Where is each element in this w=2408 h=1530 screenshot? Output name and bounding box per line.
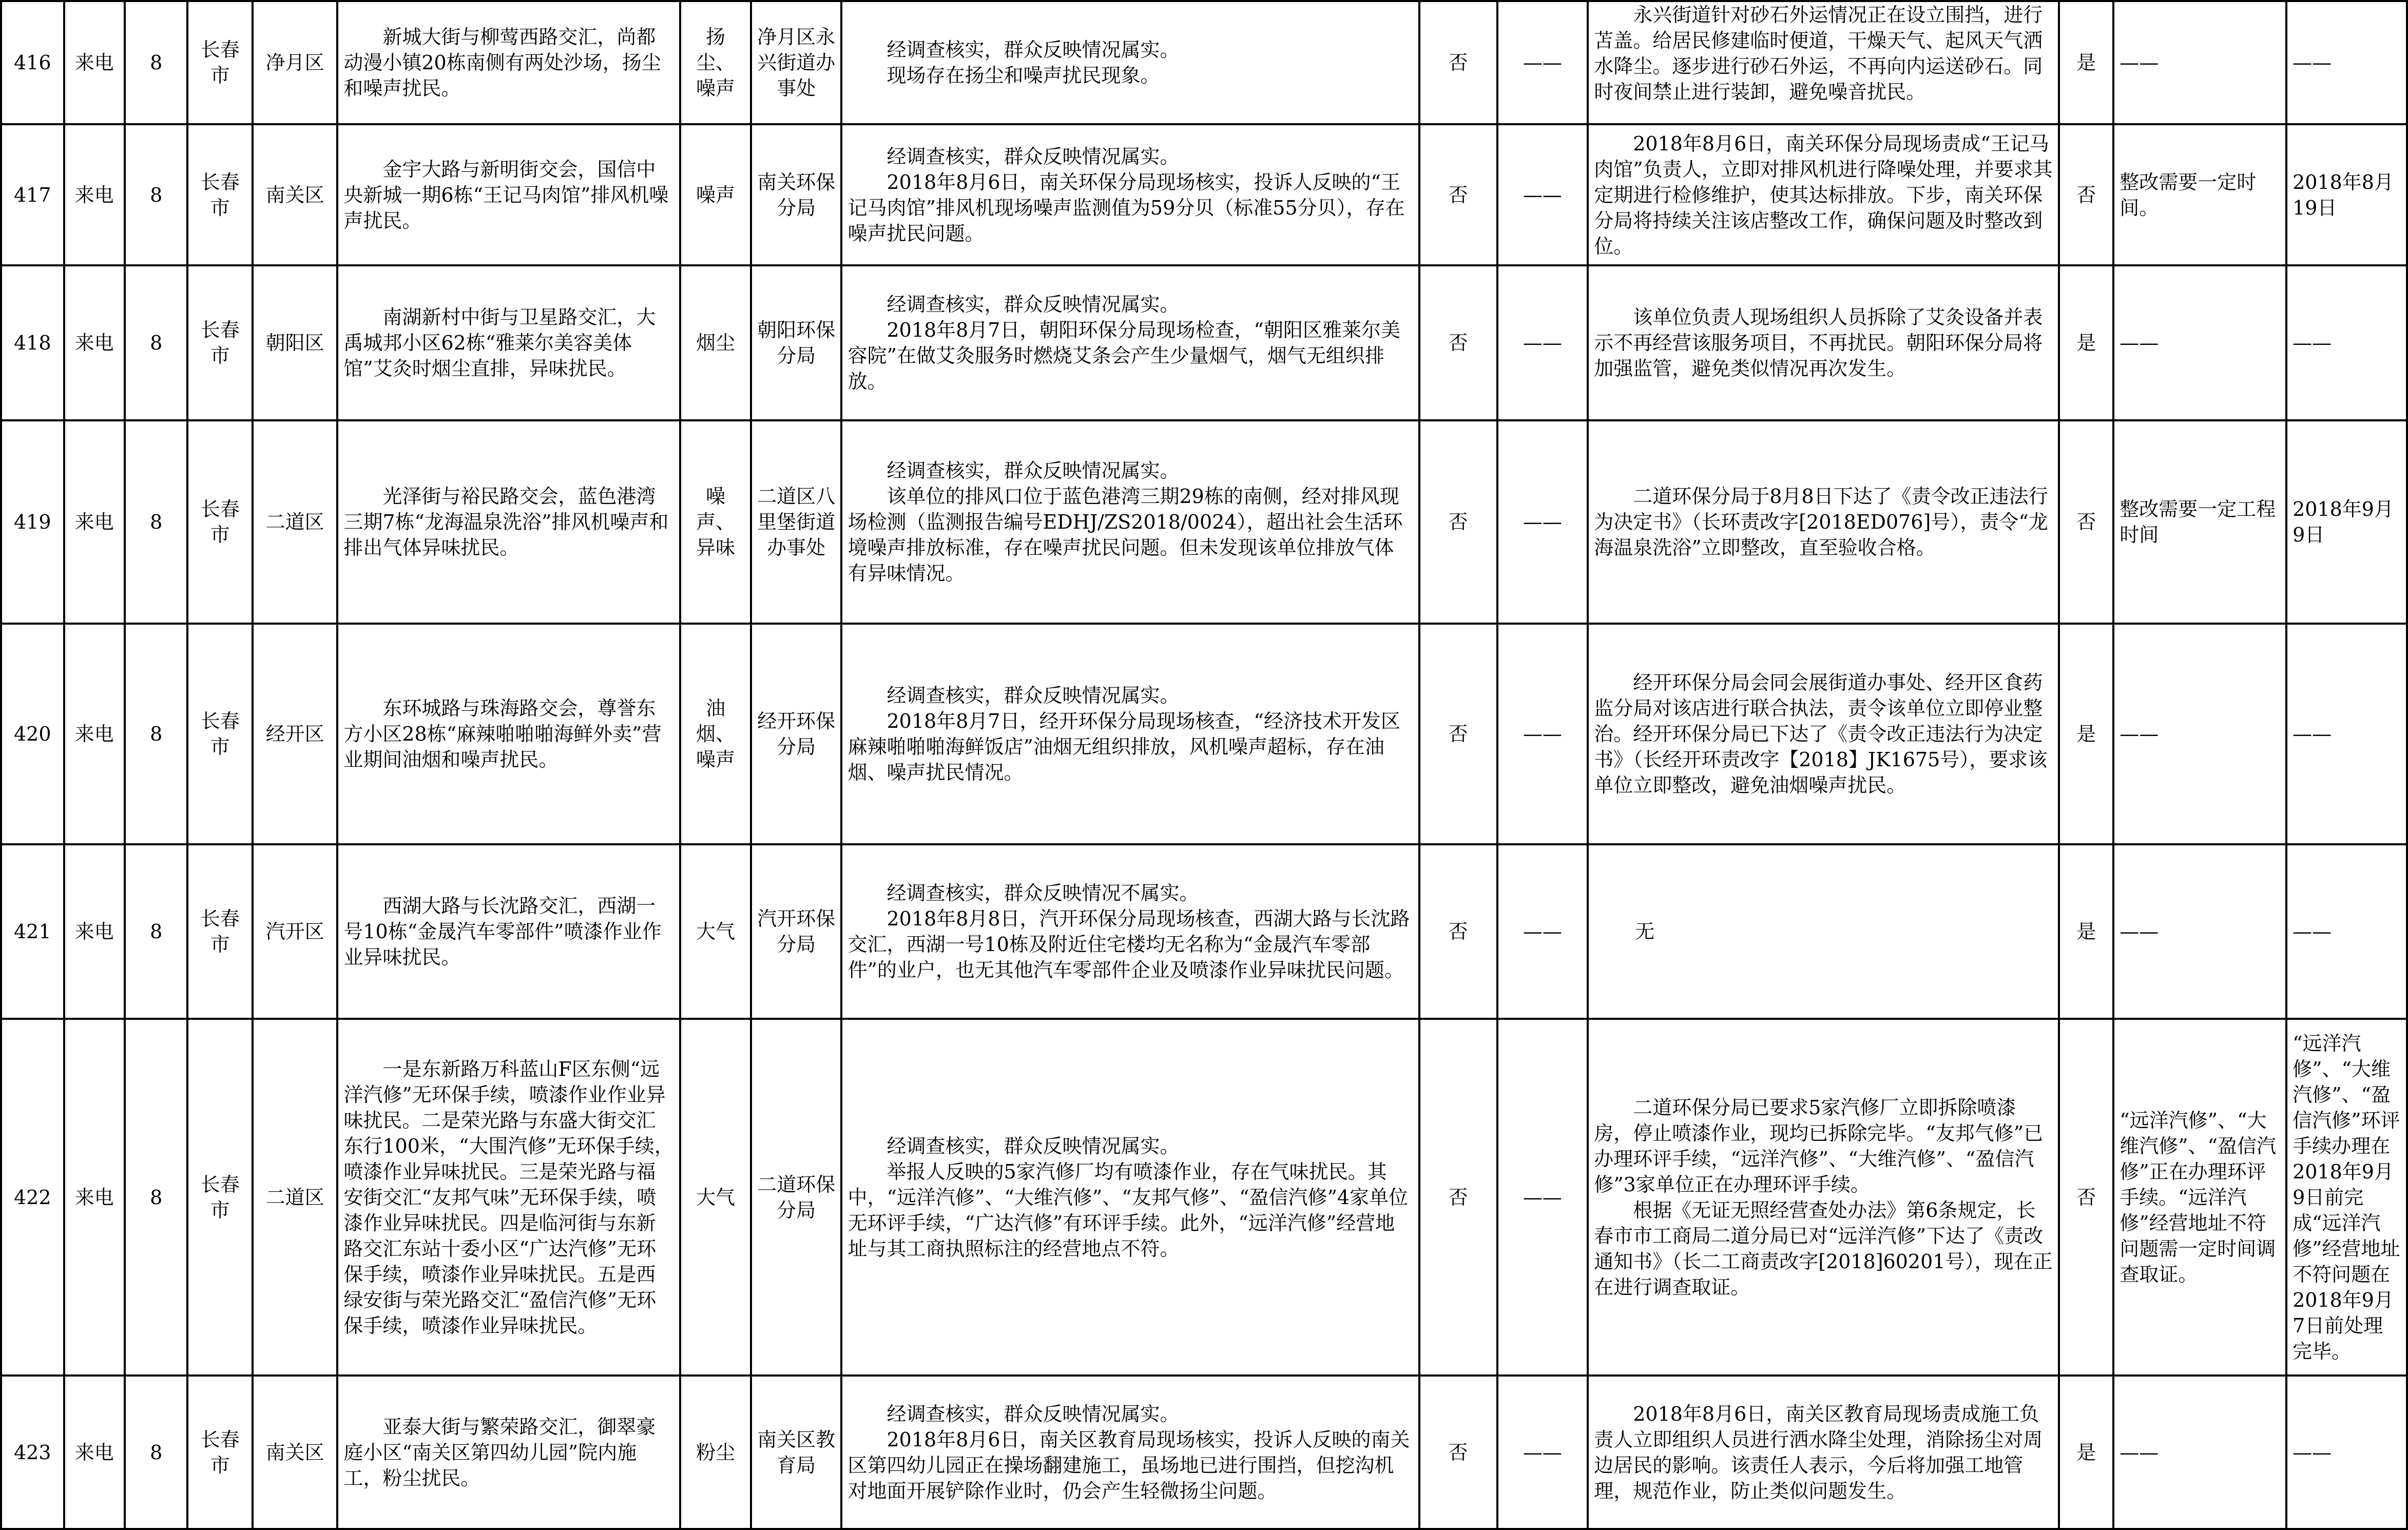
table-row — [1, 844, 2407, 1019]
complaint-cell — [337, 124, 680, 265]
accountability-text: —— — [1523, 51, 1562, 74]
pollution-type-text: 大气 — [696, 920, 735, 943]
accountable-cell — [1419, 624, 1497, 844]
deadline-text: 2018年8月19日 — [2293, 170, 2394, 219]
completed-text: 是 — [2076, 51, 2096, 74]
batch-cell — [125, 624, 188, 844]
accountability-cell — [1497, 265, 1588, 420]
accountability-cell — [1497, 420, 1588, 624]
complaint-text: 南湖新村中街与卫星路交汇，大禹城邦小区62栋“雅莱尔美容美体馆”艾灸时烟尘直排，异味扰民。 — [343, 306, 656, 380]
deadline-text: —— — [2293, 1441, 2332, 1464]
source-cell — [64, 1, 125, 124]
rectification-cell — [1588, 624, 2059, 844]
rectification-cell — [1588, 1, 2059, 124]
district-cell — [253, 844, 337, 1019]
batch-text: 8 — [150, 511, 163, 533]
deadline-text: —— — [2293, 51, 2332, 74]
accountable-text: 否 — [1448, 920, 1468, 943]
rectification-cell — [1588, 1019, 2059, 1376]
findings-paragraph: 现场存在扬尘和噪声扰民现象。 — [887, 64, 1160, 87]
department-text: 二道环保分局 — [757, 1173, 836, 1222]
department-cell — [751, 624, 842, 844]
completed-cell — [2059, 1, 2113, 124]
row-number-text: 421 — [13, 920, 51, 943]
row-number-text: 420 — [13, 723, 51, 745]
findings-cell — [841, 420, 1419, 624]
accountability-text: —— — [1523, 332, 1562, 354]
complaint-text: 光泽街与裕民路交会，蓝色港湾三期7栋“龙海温泉洗浴”排风机噪声和排出气体异味扰民。 — [343, 485, 669, 559]
complaint-cell — [337, 1376, 680, 1529]
findings-paragraph: 2018年8月6日，南关环保分局现场核实，投诉人反映的“王记马肉馆”排风机现场噪声监测值为59分贝（标准55分贝），存在噪声扰民问题。 — [847, 170, 1405, 245]
deadline-cell — [2286, 1019, 2407, 1376]
reason-cell — [2113, 124, 2286, 265]
pollution-type-cell — [680, 1019, 751, 1376]
findings-paragraph: 举报人反映的5家汽修厂均有喷漆作业，存在气味扰民。其中，“远洋汽修”、“大维汽修”、“友邦气修”、“盈信汽修”4家单位无环评手续，“广达汽修”有环评手续。此外，“远洋汽修”经营地址与其工商执照标注的经营地点不符。 — [847, 1160, 1409, 1260]
findings-paragraph: 经调查核实，群众反映情况属实。 — [887, 1402, 1180, 1425]
district-cell — [253, 265, 337, 420]
pollution-type-cell — [680, 1376, 751, 1529]
reason-cell — [2113, 265, 2286, 420]
reason-cell — [2113, 1, 2286, 124]
department-text: 汽开环保分局 — [757, 907, 836, 956]
source-text: 来电 — [74, 511, 114, 533]
complaint-text: 西湖大路与长沈路交汇，西湖一号10栋“金晟汽车零部件”喷漆作业作业异味扰民。 — [343, 895, 662, 969]
rectification-paragraph: 根据《无证无照经营查处办法》第6条规定，长春市市工商局二道分局已对“远洋汽修”下达了《责改通知书》（长二工商责改字[2018]60201号），现在正在进行调查取证。 — [1594, 1198, 2053, 1299]
department-cell — [751, 1019, 842, 1376]
rectification-paragraph: 二道环保分局于8月8日下达了《责令改正违法行为决定书》（长环责改字[2018ED076]号），责令“龙海温泉洗浴”立即整改，直至验收合格。 — [1594, 485, 2048, 559]
table-row — [1, 624, 2407, 844]
batch-text: 8 — [150, 723, 163, 745]
city-cell — [187, 1, 253, 124]
district-cell — [253, 1, 337, 124]
district-cell — [253, 624, 337, 844]
completed-cell — [2059, 624, 2113, 844]
reason-text: 整改需要一定工程时间 — [2120, 498, 2276, 546]
reason-cell — [2113, 624, 2286, 844]
city-cell — [187, 420, 253, 624]
batch-cell — [125, 1019, 188, 1376]
row-number-cell — [1, 1, 64, 124]
pollution-type-text: 噪声 — [696, 183, 735, 206]
source-text: 来电 — [74, 1186, 114, 1209]
findings-paragraph: 经调查核实，群众反映情况属实。 — [887, 459, 1180, 482]
city-text: 长春市 — [200, 907, 240, 956]
source-cell — [64, 124, 125, 265]
deadline-cell — [2286, 1, 2407, 124]
findings-paragraph: 经调查核实，群众反映情况属实。 — [887, 684, 1180, 707]
district-text: 南关区 — [265, 1441, 324, 1464]
rectification-paragraph: 该单位负责人现场组织人员拆除了艾灸设备并表示不再经营该服务项目，不再扰民。朝阳环保分局将加强监管，避免类似情况再次发生。 — [1594, 306, 2043, 380]
completed-cell — [2059, 420, 2113, 624]
completed-cell — [2059, 1376, 2113, 1529]
source-text: 来电 — [74, 51, 114, 74]
completed-text: 是 — [2076, 332, 2096, 354]
source-cell — [64, 420, 125, 624]
rectification-cell — [1588, 124, 2059, 265]
rectification-paragraph: 无 — [1635, 920, 1655, 943]
deadline-text: —— — [2293, 723, 2332, 745]
row-number-cell — [1, 1019, 64, 1376]
accountability-cell — [1497, 124, 1588, 265]
accountable-cell — [1419, 1, 1497, 124]
complaint-text: 一是东新路万科蓝山F区东侧“远洋汽修”无环保手续，喷漆作业作业异味扰民。二是荣光路与东盛大街交汇东行100米，“大围汽修”无环保手续，喷漆作业异味扰民。三是荣光路与福安街交汇“友邦气味”无环保手续，喷漆作业异味扰民。四是临河街与东新路交汇东站十委小区“广达汽修”无环保手续，喷漆作业异味扰民。五是西绿安街与荣光路交汇“盈信汽修”无环保手续，喷漆作业异味扰民。 — [343, 1057, 674, 1337]
department-text: 净月区永兴街道办事处 — [757, 26, 836, 100]
completed-text: 否 — [2076, 183, 2096, 206]
batch-cell — [125, 420, 188, 624]
findings-paragraph: 经调查核实，群众反映情况属实。 — [887, 38, 1180, 61]
rectification-paragraph: 永兴街道针对砂石外运情况正在设立围挡，进行苫盖。给居民修建临时便道，干燥天气、起风天气洒水降尘。逐步进行砂石外运，不再向内运送砂石。同时夜间禁止进行装卸，避免噪音扰民。 — [1594, 4, 2043, 103]
department-cell — [751, 1376, 842, 1529]
source-cell — [64, 844, 125, 1019]
row-number-text: 419 — [13, 511, 51, 533]
complaint-text: 金宇大路与新明街交会，国信中央新城一期6栋“王记马肉馆”排风机噪声扰民。 — [343, 158, 669, 232]
city-text: 长春市 — [200, 319, 240, 367]
accountability-cell — [1497, 844, 1588, 1019]
source-cell — [64, 1376, 125, 1529]
deadline-text: —— — [2293, 920, 2332, 943]
reason-text: —— — [2120, 51, 2159, 74]
accountable-cell — [1419, 844, 1497, 1019]
pollution-type-cell — [680, 1, 751, 124]
accountability-cell — [1497, 1376, 1588, 1529]
completed-text: 否 — [2076, 1186, 2096, 1209]
completed-cell — [2059, 265, 2113, 420]
completed-text: 是 — [2076, 723, 2096, 745]
rectification-paragraph: 经开环保分局会同会展街道办事处、经开区食药监分局对该店进行联合执法，责令该单位立即停业整治。经开环保分局已下达了《责令改正违法行为决定书》（长经开环责改字【2018】JK1675号），要求该单位立即整改，避免油烟噪声扰民。 — [1594, 671, 2048, 797]
reason-cell — [2113, 844, 2286, 1019]
complaint-cell — [337, 420, 680, 624]
row-number-cell — [1, 844, 64, 1019]
findings-cell — [841, 844, 1419, 1019]
findings-paragraph: 经调查核实，群众反映情况属实。 — [887, 145, 1180, 168]
table-row — [1, 265, 2407, 420]
accountable-text: 否 — [1448, 1186, 1468, 1209]
rectification-cell — [1588, 265, 2059, 420]
source-text: 来电 — [74, 183, 114, 206]
pollution-type-cell — [680, 420, 751, 624]
pollution-type-cell — [680, 124, 751, 265]
district-text: 朝阳区 — [265, 332, 324, 354]
batch-cell — [125, 844, 188, 1019]
source-cell — [64, 265, 125, 420]
source-cell — [64, 624, 125, 844]
complaint-text: 东环城路与珠海路交会，尊誉东方小区28栋“麻辣啪啪啪海鲜外卖”营业期间油烟和噪声扰民。 — [343, 697, 662, 771]
batch-text: 8 — [150, 332, 163, 354]
batch-cell — [125, 124, 188, 265]
city-cell — [187, 1376, 253, 1529]
complaint-cell — [337, 1019, 680, 1376]
complaint-cell — [337, 1, 680, 124]
deadline-cell — [2286, 624, 2407, 844]
deadline-cell — [2286, 124, 2407, 265]
accountable-text: 否 — [1448, 723, 1468, 745]
pollution-type-text: 油烟、噪声 — [696, 697, 735, 771]
city-cell — [187, 624, 253, 844]
completed-text: 是 — [2076, 920, 2096, 943]
district-text: 净月区 — [265, 51, 324, 74]
department-text: 二道区八里堡街道办事处 — [757, 485, 836, 559]
deadline-text: “远洋汽修”、“大维汽修”、“盈信汽修”环评手续办理在2018年9月9日前完成“远洋汽修”经营地址不符问题在2018年9月7日前处理完毕。 — [2293, 1032, 2400, 1363]
findings-paragraph: 经调查核实，群众反映情况属实。 — [887, 293, 1180, 316]
district-cell — [253, 1019, 337, 1376]
district-cell — [253, 420, 337, 624]
complaint-cell — [337, 844, 680, 1019]
source-text: 来电 — [74, 332, 114, 354]
findings-cell — [841, 1376, 1419, 1529]
pollution-type-cell — [680, 844, 751, 1019]
accountable-cell — [1419, 420, 1497, 624]
reason-cell — [2113, 420, 2286, 624]
deadline-cell — [2286, 265, 2407, 420]
rectification-paragraph: 2018年8月6日，南关区教育局现场责成施工负责人立即组织人员进行洒水降尘处理，消除扬尘对周边居民的影响。该责任人表示，今后将加强工地管理，规范作业，防止类似问题发生。 — [1594, 1402, 2043, 1502]
department-text: 南关环保分局 — [757, 170, 836, 219]
reason-text: —— — [2120, 723, 2159, 745]
rectification-paragraph: 二道环保分局已要求5家汽修厂立即拆除喷漆房，停止喷漆作业，现均已拆除完毕。“友邦气修”已办理环评手续，“远洋汽修”、“大维汽修”、“盈信汽修”3家单位正在办理环评手续。 — [1594, 1096, 2044, 1196]
row-number-text: 422 — [13, 1186, 51, 1209]
city-text: 长春市 — [200, 170, 240, 219]
reason-cell — [2113, 1376, 2286, 1529]
table-row — [1, 1376, 2407, 1529]
reason-cell — [2113, 1019, 2286, 1376]
table-row — [1, 124, 2407, 265]
findings-paragraph: 该单位的排风口位于蓝色港湾三期29栋的南侧，经对排风现场检测（监测报告编号EDHJ/ZS2018/0024），超出社会生活环境噪声排放标准，存在噪声扰民问题。但未发现该单位排放气体有异味情况。 — [847, 485, 1403, 585]
findings-paragraph: 2018年8月7日，朝阳环保分局现场检查，“朝阳区雅莱尔美容院”在做艾灸服务时燃烧艾条会产生少量烟气，烟气无组织排放。 — [847, 319, 1400, 393]
rectification-cell — [1588, 420, 2059, 624]
city-text: 长春市 — [200, 38, 240, 87]
pollution-type-text: 噪声、异味 — [696, 485, 735, 559]
row-number-cell — [1, 1376, 64, 1529]
row-number-text: 416 — [13, 51, 51, 74]
department-cell — [751, 124, 842, 265]
table-row — [1, 1019, 2407, 1376]
batch-text: 8 — [150, 1186, 163, 1209]
findings-cell — [841, 1019, 1419, 1376]
city-text: 长春市 — [200, 498, 240, 546]
pollution-type-cell — [680, 624, 751, 844]
accountability-text: —— — [1523, 1441, 1562, 1464]
accountable-text: 否 — [1448, 1441, 1468, 1464]
accountable-text: 否 — [1448, 183, 1468, 206]
findings-paragraph: 2018年8月8日，汽开环保分局现场核查，西湖大路与长沈路交汇，西湖一号10栋及附近住宅楼均无名称为“金晟汽车零部件”的业户，也无其他汽车零部件企业及喷漆作业异味扰民问题。 — [847, 907, 1410, 981]
accountable-cell — [1419, 265, 1497, 420]
department-text: 南关区教育局 — [757, 1428, 836, 1477]
findings-cell — [841, 265, 1419, 420]
findings-cell — [841, 624, 1419, 844]
city-cell — [187, 1019, 253, 1376]
batch-text: 8 — [150, 183, 163, 206]
completed-text: 是 — [2076, 1441, 2096, 1464]
accountability-text: —— — [1523, 511, 1562, 533]
department-cell — [751, 1, 842, 124]
source-text: 来电 — [74, 723, 114, 745]
accountable-text: 否 — [1448, 51, 1468, 74]
source-text: 来电 — [74, 920, 114, 943]
district-text: 经开区 — [265, 723, 324, 745]
row-number-text: 423 — [13, 1441, 51, 1464]
pollution-type-text: 烟尘 — [696, 332, 735, 354]
district-text: 汽开区 — [265, 920, 324, 943]
district-text: 二道区 — [265, 511, 324, 533]
batch-cell — [125, 265, 188, 420]
rectification-cell — [1588, 1376, 2059, 1529]
reason-text: 整改需要一定时间。 — [2120, 170, 2257, 219]
city-cell — [187, 124, 253, 265]
district-cell — [253, 124, 337, 265]
complaint-text: 新城大街与柳莺西路交汇，尚都动漫小镇20栋南侧有两处沙场，扬尘和噪声扰民。 — [343, 26, 661, 100]
city-text: 长春市 — [200, 710, 240, 758]
complaint-cell — [337, 624, 680, 844]
department-cell — [751, 844, 842, 1019]
deadline-cell — [2286, 420, 2407, 624]
batch-cell — [125, 1, 188, 124]
accountability-text: —— — [1523, 920, 1562, 943]
row-number-cell — [1, 624, 64, 844]
rectification-paragraph: 2018年8月6日，南关环保分局现场责成“王记马肉馆”负责人，立即对排风机进行降噪处理，并要求其定期进行检修维护，使其达标排放。下步，南关环保分局将持续关注该店整改工作，确保问题及时整改到位。 — [1594, 132, 2053, 258]
district-text: 南关区 — [265, 183, 324, 206]
complaint-text: 亚泰大街与繁荣路交汇，御翠豪庭小区“南关区第四幼儿园”院内施工，粉尘扰民。 — [343, 1415, 656, 1489]
complaint-cell — [337, 265, 680, 420]
city-cell — [187, 265, 253, 420]
batch-cell — [125, 1376, 188, 1529]
source-cell — [64, 1019, 125, 1376]
findings-cell — [841, 124, 1419, 265]
district-text: 二道区 — [265, 1186, 324, 1209]
reason-text: —— — [2120, 1441, 2159, 1464]
deadline-cell — [2286, 844, 2407, 1019]
city-text: 长春市 — [200, 1428, 240, 1477]
source-text: 来电 — [74, 1441, 114, 1464]
row-number-cell — [1, 124, 64, 265]
row-number-cell — [1, 420, 64, 624]
completed-text: 否 — [2076, 511, 2096, 533]
row-number-text: 418 — [13, 332, 51, 354]
batch-text: 8 — [150, 920, 163, 943]
pollution-type-cell — [680, 265, 751, 420]
reason-text: —— — [2120, 920, 2159, 943]
reason-text: “远洋汽修”、“大维汽修”、“盈信汽修”正在办理环评手续。“远洋汽修”经营地址不符问题需一定时间调查取证。 — [2120, 1109, 2277, 1286]
row-number-cell — [1, 265, 64, 420]
pollution-type-text: 粉尘 — [696, 1441, 735, 1464]
rectification-cell — [1588, 844, 2059, 1019]
row-number-text: 417 — [13, 183, 51, 206]
batch-text: 8 — [150, 51, 163, 74]
findings-paragraph: 经调查核实，群众反映情况不属实。 — [887, 882, 1199, 904]
department-cell — [751, 265, 842, 420]
findings-cell — [841, 1, 1419, 124]
deadline-text: —— — [2293, 332, 2332, 354]
city-text: 长春市 — [200, 1173, 240, 1222]
batch-text: 8 — [150, 1441, 163, 1464]
accountability-cell — [1497, 1019, 1588, 1376]
findings-paragraph: 经调查核实，群众反映情况属实。 — [887, 1134, 1180, 1157]
accountable-text: 否 — [1448, 511, 1468, 533]
department-cell — [751, 420, 842, 624]
reason-text: —— — [2120, 332, 2159, 354]
department-text: 朝阳环保分局 — [757, 319, 836, 367]
deadline-cell — [2286, 1376, 2407, 1529]
findings-paragraph: 2018年8月7日，经开环保分局现场核查，“经济技术开发区麻辣啪啪啪海鲜饭店”油烟无组织排放，风机噪声超标，存在油烟、噪声扰民情况。 — [847, 710, 1400, 784]
district-cell — [253, 1376, 337, 1529]
completed-cell — [2059, 1019, 2113, 1376]
completed-cell — [2059, 124, 2113, 265]
accountable-text: 否 — [1448, 332, 1468, 354]
city-cell — [187, 844, 253, 1019]
accountability-text: —— — [1523, 1186, 1562, 1209]
completed-cell — [2059, 844, 2113, 1019]
accountability-text: —— — [1523, 183, 1562, 206]
accountable-cell — [1419, 1376, 1497, 1529]
pollution-type-text: 扬尘、噪声 — [696, 26, 735, 100]
deadline-text: 2018年9月9日 — [2293, 498, 2394, 546]
findings-paragraph: 2018年8月6日，南关区教育局现场核实，投诉人反映的南关区第四幼儿园正在操场翻建施工，虽场地已进行围挡，但挖沟机对地面开展铲除作业时，仍会产生轻微扬尘问题。 — [847, 1428, 1410, 1502]
pollution-type-text: 大气 — [696, 1186, 735, 1209]
accountability-cell — [1497, 1, 1588, 124]
accountability-text: —— — [1523, 723, 1562, 745]
table-row — [1, 1, 2407, 124]
accountable-cell — [1419, 124, 1497, 265]
accountable-cell — [1419, 1019, 1497, 1376]
accountability-cell — [1497, 624, 1588, 844]
table-row — [1, 420, 2407, 624]
department-text: 经开环保分局 — [757, 710, 836, 758]
